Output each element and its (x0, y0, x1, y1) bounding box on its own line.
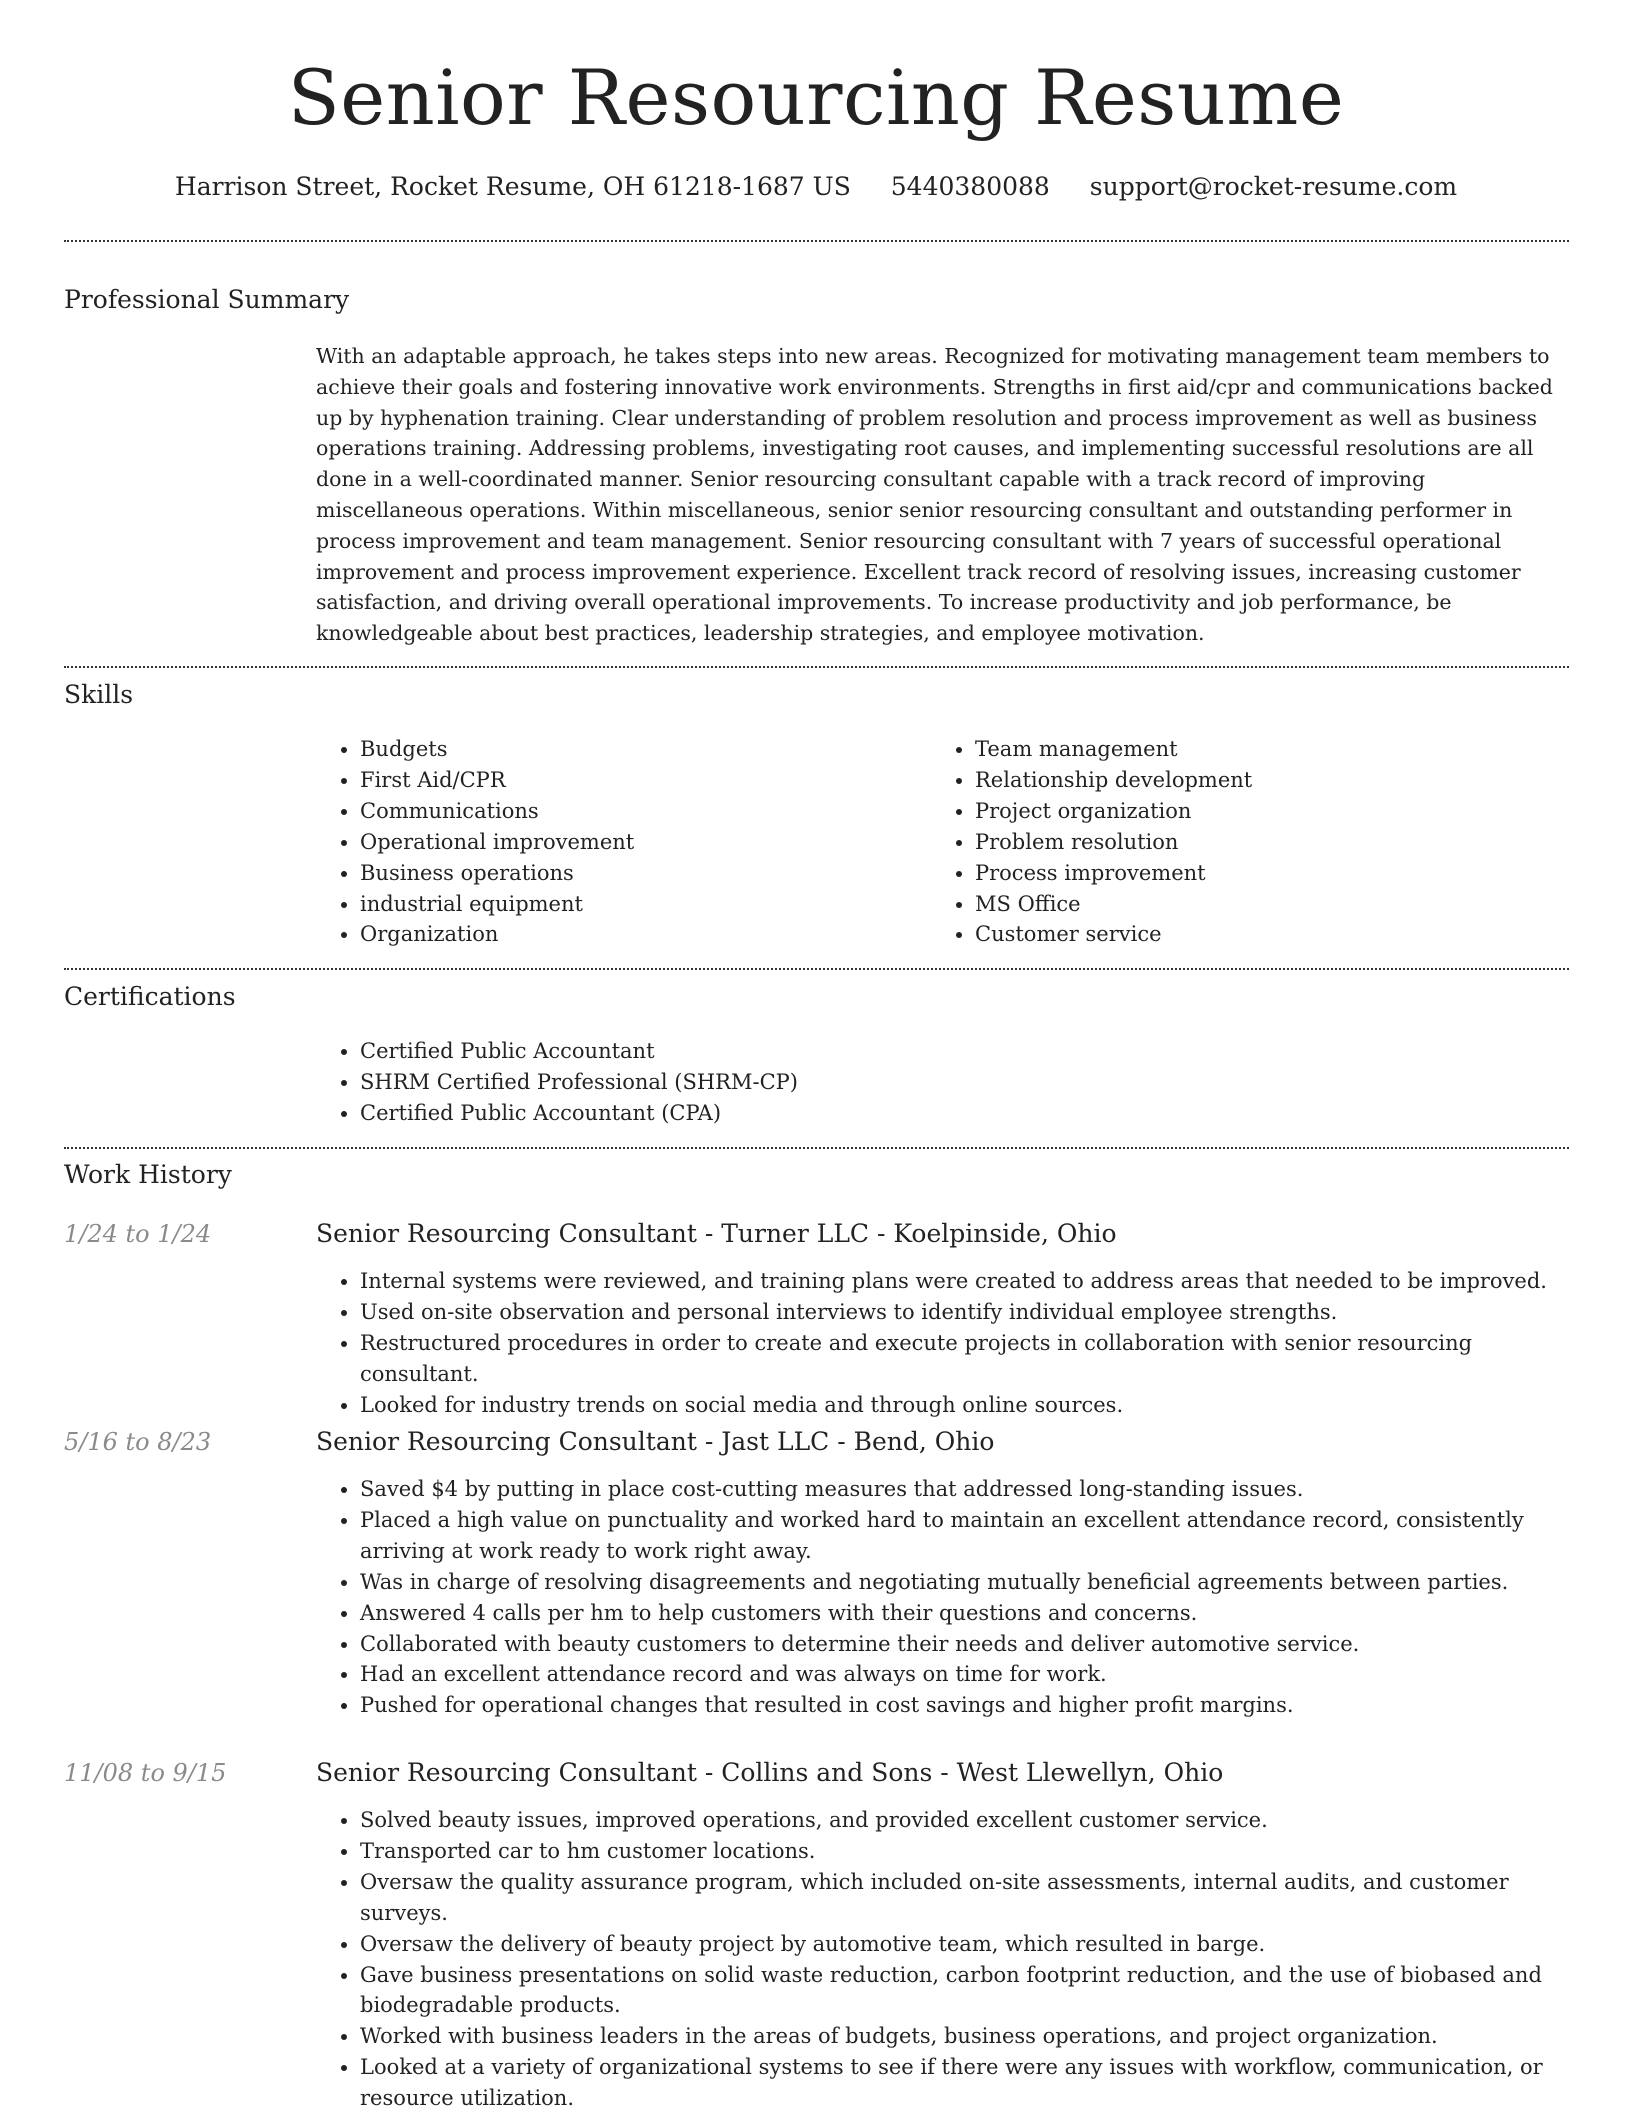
skill-item: • Process improvement (975, 858, 1575, 889)
job-bullet: • Internal systems were reviewed, and training plans were created to address areas that needed to be improved. (360, 1266, 1568, 1297)
job-title: Senior Resourcing Consultant - Jast LLC - Bend, Ohio (316, 1427, 995, 1456)
job-bullet: • Answered 4 calls per hm to help customers with their questions and concerns. (360, 1598, 1568, 1629)
contact-line (0, 170, 1632, 204)
job-title: Senior Resourcing Consultant - Turner LLC - Koelpinside, Ohio (316, 1219, 1117, 1248)
skill-item: • industrial equipment (360, 889, 920, 920)
skill-item: • Budgets (360, 734, 920, 765)
skill-item: • Customer service (975, 919, 1575, 950)
job-bullet: • Oversaw the delivery of beauty project by automotive team, which resulted in barge. (360, 1929, 1568, 1960)
skill-item: • MS Office (975, 889, 1575, 920)
job-bullet: • Oversaw the quality assurance program, which included on-site assessments, internal audits, and customer surveys. (360, 1867, 1568, 1929)
skill-item: • Team management (975, 734, 1575, 765)
job-bullet: • Solved beauty issues, improved operations, and provided excellent customer service. (360, 1805, 1568, 1836)
job-bullet: • Transported car to hm customer locations. (360, 1836, 1568, 1867)
job-dates: 11/08 to 9/15 (64, 1759, 227, 1787)
job-bullets (316, 1805, 1568, 2114)
job-bullet: • Looked for industry trends on social media and through online sources. (360, 1390, 1568, 1421)
job-bullet: • Saved $4 by putting in place cost-cutting measures that addressed long-standing issues. (360, 1474, 1568, 1505)
job-title: Senior Resourcing Consultant - Collins and Sons - West Llewellyn, Ohio (316, 1758, 1224, 1787)
skills-list-right (931, 734, 1575, 950)
certifications-heading: Certifications (64, 982, 236, 1011)
contact-phone: 5440380088 (890, 172, 1050, 201)
contact-address: Harrison Street, Rocket Resume, OH 61218-1687 US (174, 172, 851, 201)
certification-item: • Certified Public Accountant (360, 1036, 1560, 1067)
summary-heading: Professional Summary (64, 285, 350, 314)
job-bullet: • Looked at a variety of organizational systems to see if there were any issues with workflow, communication, or resource utilization. (360, 2052, 1568, 2114)
skills-heading: Skills (64, 680, 134, 709)
certification-item: • Certified Public Accountant (CPA) (360, 1098, 1560, 1129)
job-bullet: • Collaborated with beauty customers to determine their needs and deliver automotive service. (360, 1629, 1568, 1660)
certifications-list (316, 1036, 1560, 1129)
skills-list-left (316, 734, 920, 950)
job-bullets (316, 1474, 1568, 1721)
summary-text: With an adaptable approach, he takes steps into new areas. Recognized for motivating management team members to achieve their goals and fostering innovative work environments. Strengths in first aid/cpr and communications backed up by hyphenation training. Clear understanding of problem resolution and process improvement as well as business operations training. Addressing problems, investigating root causes, and implementing successful resolutions are all done in a well-coordinated manner. Senior resourcing consultant capable with a track record of improving miscellaneous operations. Within miscellaneous, senior senior resourcing consultant and outstanding performer in process improvement and team management. Senior resourcing consultant with 7 years of successful operational improvement and process improvement experience. Excellent track record of resolving issues, increasing customer satisfaction, and driving overall operational improvements. To increase productivity and job performance, be knowledgeable about best practices, leadership strategies, and employee motivation. (316, 344, 1553, 646)
skill-item: • Communications (360, 796, 920, 827)
divider (64, 1147, 1569, 1149)
certification-item: • SHRM Certified Professional (SHRM-CP) (360, 1067, 1560, 1098)
job-bullet: • Was in charge of resolving disagreements and negotiating mutually beneficial agreements between parties. (360, 1567, 1568, 1598)
job-bullet: • Worked with business leaders in the areas of budgets, business operations, and project organization. (360, 2021, 1568, 2052)
contact-email: support@rocket-resume.com (1089, 172, 1458, 201)
work-history-heading: Work History (64, 1160, 232, 1189)
job-dates: 5/16 to 8/23 (64, 1428, 212, 1456)
job-bullets (316, 1266, 1568, 1421)
job-dates: 1/24 to 1/24 (64, 1220, 212, 1248)
job-bullet: • Gave business presentations on solid waste reduction, carbon footprint reduction, and the use of biobased and biodegradable products. (360, 1960, 1568, 2022)
skill-item: • Organization (360, 919, 920, 950)
job-bullet: • Used on-site observation and personal interviews to identify individual employee strengths. (360, 1297, 1568, 1328)
job-bullet: • Had an excellent attendance record and was always on time for work. (360, 1659, 1568, 1690)
job-bullet: • Restructured procedures in order to create and execute projects in collaboration with senior resourcing consultant. (360, 1328, 1568, 1390)
resume-name: Senior Resourcing Resume (287, 53, 1345, 142)
skill-item: • Business operations (360, 858, 920, 889)
skill-item: • Project organization (975, 796, 1575, 827)
divider (64, 666, 1569, 668)
divider (64, 968, 1569, 970)
job-bullet: • Pushed for operational changes that resulted in cost savings and higher profit margins. (360, 1690, 1568, 1721)
divider (64, 240, 1569, 242)
job-bullet: • Placed a high value on punctuality and worked hard to maintain an excellent attendance record, consistently arriving at work ready to work right away. (360, 1505, 1568, 1567)
skill-item: • Problem resolution (975, 827, 1575, 858)
skill-item: • First Aid/CPR (360, 765, 920, 796)
skill-item: • Operational improvement (360, 827, 920, 858)
skill-item: • Relationship development (975, 765, 1575, 796)
